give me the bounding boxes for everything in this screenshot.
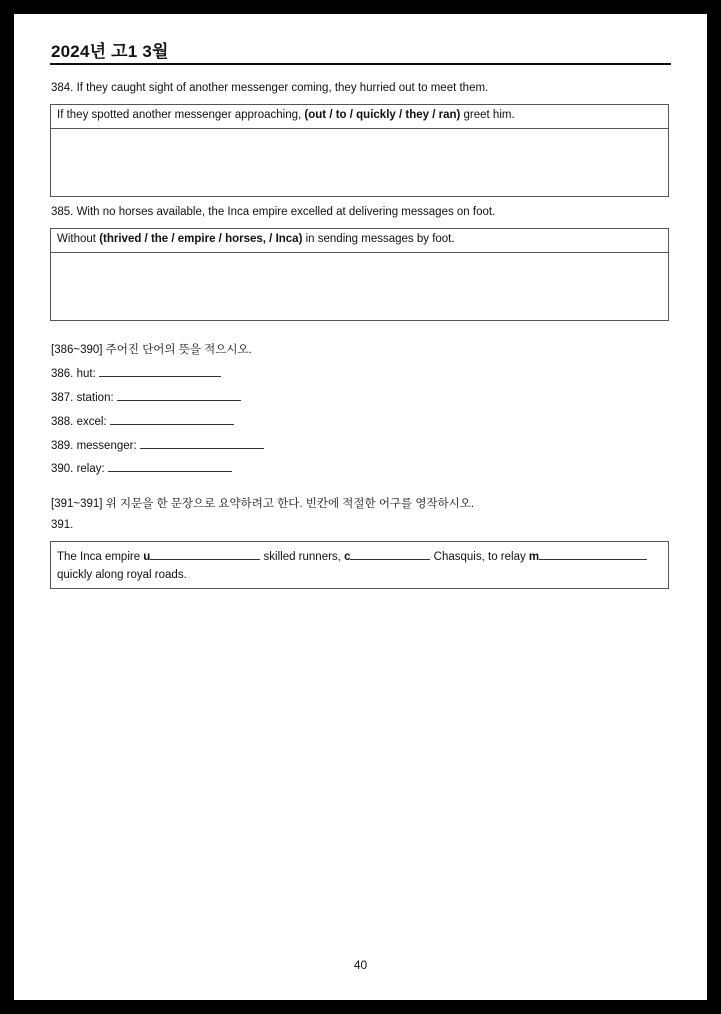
vocab-label: 387. station:	[51, 392, 114, 404]
vocab-item	[51, 389, 241, 404]
summary-blank-m[interactable]	[539, 548, 647, 560]
summary-text: quickly along royal roads.	[57, 569, 187, 581]
word-bank: (thrived / the / empire / horses, / Inca)	[99, 233, 303, 245]
prompt-text: Without	[57, 233, 100, 245]
question-385-box	[50, 228, 669, 321]
worksheet-page	[14, 14, 707, 1000]
prompt-text: greet him.	[460, 109, 515, 121]
prompt-text: If they spotted another messenger approaching,	[57, 109, 305, 121]
page-number: 40	[353, 958, 368, 972]
answer-area-384[interactable]	[51, 129, 668, 196]
summary-section-heading: [391~391] 위 지문을 한 문장으로 요약하려고 한다. 빈칸에 적절한 어구를 영작하시오.	[51, 498, 475, 510]
prompt-text: in sending messages by foot.	[302, 233, 455, 245]
question-385-prompt	[51, 229, 668, 253]
hint-letter: u	[143, 551, 151, 563]
question-391-number: 391.	[51, 519, 74, 531]
vocab-label: 388. excel:	[51, 416, 107, 428]
vocab-item	[51, 437, 264, 452]
summary-text: The Inca empire	[57, 551, 144, 563]
question-384-prompt	[51, 105, 668, 129]
vocab-item	[51, 413, 234, 428]
summary-blank-c[interactable]	[350, 548, 430, 560]
vocab-blank[interactable]	[110, 413, 234, 425]
hint-letter: m	[528, 551, 540, 563]
summary-box	[50, 541, 669, 589]
hint-letter: c	[344, 551, 351, 563]
summary-text: skilled runners,	[260, 551, 345, 563]
vocab-blank[interactable]	[140, 437, 264, 449]
summary-text: Chasquis, to relay	[430, 551, 529, 563]
vocab-item	[51, 365, 221, 380]
summary-blank-u[interactable]	[150, 548, 260, 560]
question-384: 384. If they caught sight of another messenger coming, they hurried out to meet them.	[51, 82, 489, 94]
vocab-section-heading: [386~390] 주어진 단어의 뜻을 적으시오.	[51, 344, 252, 356]
vocab-label: 386. hut:	[51, 368, 96, 380]
word-bank: (out / to / quickly / they / ran)	[304, 109, 461, 121]
vocab-label: 389. messenger:	[51, 440, 137, 452]
vocab-label: 390. relay:	[51, 463, 105, 475]
page-title: 2024년 고1 3월	[51, 42, 169, 61]
question-384-box	[50, 104, 669, 197]
vocab-blank[interactable]	[108, 460, 232, 472]
question-385: 385. With no horses available, the Inca empire excelled at delivering messages on foot.	[51, 206, 496, 218]
vocab-item	[51, 460, 232, 475]
header-divider	[50, 63, 671, 65]
vocab-blank[interactable]	[117, 389, 241, 401]
vocab-blank[interactable]	[99, 365, 221, 377]
answer-area-385[interactable]	[51, 253, 668, 320]
